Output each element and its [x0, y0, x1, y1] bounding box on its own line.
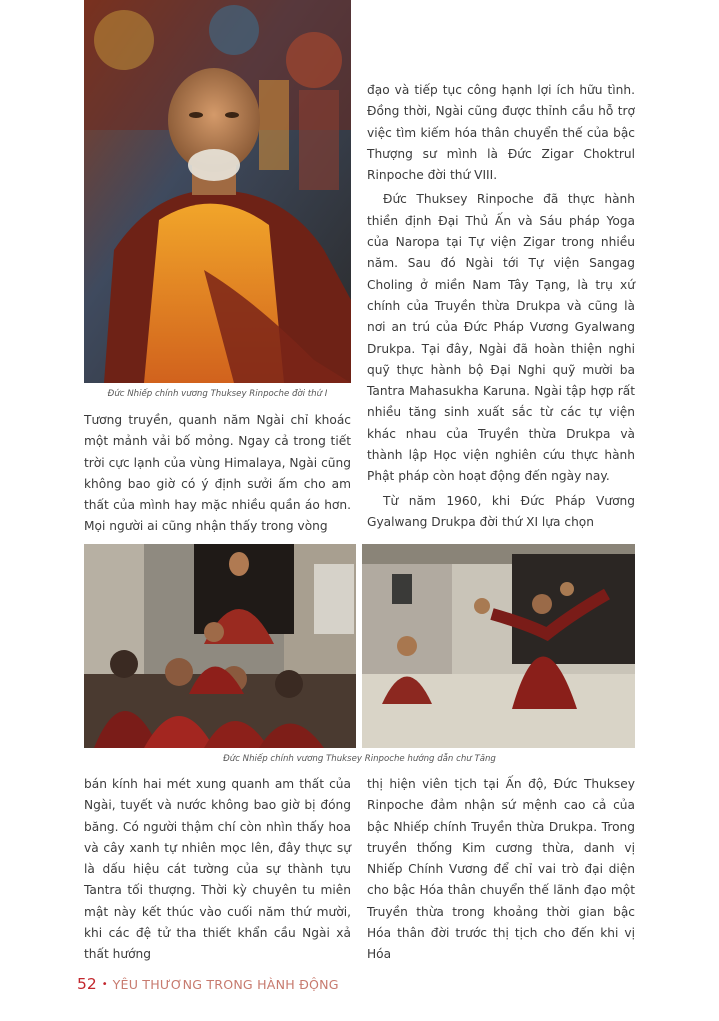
dance-photo: [362, 544, 635, 748]
footer-separator: •: [101, 978, 108, 990]
right-column-bottom-text: [367, 774, 635, 966]
page-footer: [77, 975, 339, 993]
teaching-caption: Đức Nhiếp chính vương Thuksey Rinpoche hướng dẫn chư Tăng: [223, 754, 496, 764]
left-column-top-text: [84, 410, 351, 538]
teaching-photo: [84, 544, 356, 748]
paragraph: Từ năm 1960, khi Đức Pháp Vương Gyalwang Drukpa đời thứ XI lựa chọn: [367, 493, 635, 529]
portrait-caption: Đức Nhiếp chính vương Thuksey Rinpoche đời thứ I: [107, 389, 328, 399]
paragraph: đạo và tiếp tục công hạnh lợi ích hữu tình. Đồng thời, Ngài cũng được thỉnh cầu hỗ trợ việc tìm kiếm hóa thân chuyển thế của bậc Thượng sư mình là Đức Zigar Choktrul Rinpoche đời thứ VIII.: [367, 83, 635, 183]
paragraph: Đức Thuksey Rinpoche đã thực hành thiền định Đại Thủ Ấn và Sáu pháp Yoga của Naropa tại Tự viện Zigar trong nhiều năm. Sau đó Ngài tới Tự viện Sangag Choling ở miền Nam Tây Tạng, là trụ xứ chính của Truyền thừa Drukpa và cũng là nơi an trú của Đức Pháp Vương Gyalwang Drukpa. Tại đây, Ngài đã hoàn thiện nghi quỹ thực hành bộ Đại Nghi quỹ mười ba Tantra Mahasukha Karuna. Ngài tập hợp rất nhiều tăng sinh xuất sắc từ các tự viện khác nhau của Truyền thừa Drukpa và thành lập Học viện nghiên cứu thực hành Phật pháp còn hoạt động đến ngày nay.: [367, 192, 635, 484]
paragraph: bán kính hai mét xung quanh am thất của Ngài, tuyết và nước không bao giờ bị đóng băng. Có người thậm chí còn nhìn thấy hoa và cây xanh tự nhiên mọc lên, đây thực sự là dấu hiệu cát tường của sự thành tựu Tantra tối thượng. Thời kỳ chuyên tu miên mật này kết thúc vào cuối năm thứ mười, khi các đệ tử tha thiết khẩn cầu Ngài xả thất hướng: [84, 777, 351, 962]
paragraph: thị hiện viên tịch tại Ấn độ, Đức Thuksey Rinpoche đảm nhận sứ mệnh cao cả của bậc Nhiếp chính Truyền thừa Drukpa. Trong truyền thống Kim cương thừa, danh vị Nhiếp Chính Vương để chỉ vai trò đại diện cho bậc Hóa thân chuyển thế lãnh đạo một Truyền thừa trong khoảng thời gian bậc Hóa thân đời trước thị tịch cho đến khi vị Hóa: [367, 777, 635, 962]
book-title: YÊU THƯƠNG TRONG HÀNH ĐỘNG: [112, 976, 339, 992]
portrait-photo: [84, 0, 351, 383]
paragraph: Tương truyền, quanh năm Ngài chỉ khoác một mảnh vải bố mỏng. Ngay cả trong tiết trời cực lạnh của vùng Himalaya, Ngài cũng không bao giờ có ý định sưởi ấm cho am thất của mình hay mặc nhiều quần áo hơn. Mọi người ai cũng nhận thấy trong vòng: [84, 413, 351, 534]
right-column-top-text: [367, 80, 635, 533]
left-column-bottom-text: [84, 774, 351, 966]
page-number: 52: [77, 975, 97, 993]
